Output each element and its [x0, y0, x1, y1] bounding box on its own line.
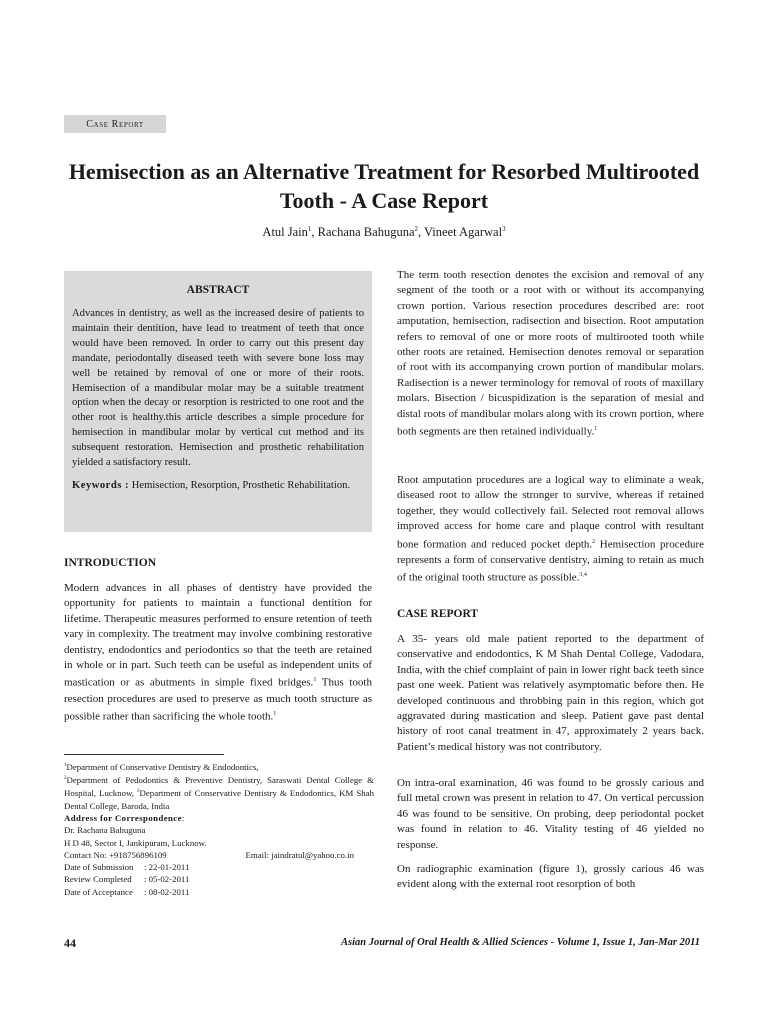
body-paragraph: A 35- years old male patient reported to the department of conservative and endodontics, K M Shah Dental College, Vadodara, India, with the chief complaint of pain in lower right back teeth since past one week. Patient was relatively asymptomatic before then. He developed continuous and throbbing pain in this region, which got aggravated during mastication and sleep. Patient gave past dental history of root canal treatment in 47, approximately 2 years back. Patient’s medical history was not contributory.	[397, 633, 704, 753]
body-paragraph: On intra-oral examination, 46 was found to be grossly carious and full metal crown was present in relation to 47. On vertical percussion 46 was found to be sensitive. On probing, deep periodontal pocket was found in relation to 46. Vitality testing of 46 yielded no response.	[397, 777, 704, 851]
submission-date: : 22-01-2011	[144, 862, 190, 873]
abstract-box	[64, 271, 372, 532]
body-paragraph	[397, 473, 704, 586]
submission-date-row	[64, 861, 374, 873]
affiliation-1-text: Department of Conservative Dentistry & Endodontics,	[66, 761, 259, 772]
review-label: Review Completed	[64, 874, 132, 885]
author-list: Atul Jain$^1$, Rachana Bahuguna$^2$, Vineet Agarwal$^3$	[262, 225, 506, 240]
correspondence-label: Address for Correspondence	[64, 812, 182, 823]
correspondence-heading: Address for Correspondence:	[64, 812, 185, 823]
author-affiliation-marker: 1	[307, 225, 312, 233]
submission-label: Date of Submission	[64, 862, 134, 873]
citation-marker: 2	[592, 538, 596, 545]
correspondence-address: H D 48, Sector I, Jankipuram, Lucknow.	[64, 837, 207, 848]
affiliation-2-text: Department of Pedodontics & Preventive Dentistry, Saraswati Dental College & Hospital, Lucknow,	[64, 775, 374, 799]
case-report-heading: CASE REPORT	[397, 608, 479, 620]
keywords-text: Hemisection, Resorption, Prosthetic Rehabilitation.	[131, 479, 351, 491]
citation-marker: 1	[594, 426, 598, 433]
acceptance-date: : 08-02-2011	[144, 886, 190, 897]
affiliation-2-3: $^2$Department of Pedodontics & Preventive Dentistry, Saraswati Dental College & Hospital, Lucknow, $^3$Department of Conservative Dentistry & Endodontics, KM Shah Dental College, Baroda, India	[64, 775, 374, 811]
keywords-label: Keywords :	[72, 479, 130, 491]
correspondence-name: Dr. Rachana Bahuguna	[64, 825, 146, 836]
citation-marker: 1	[313, 677, 317, 684]
paragraph-text: The term tooth resection denotes the excision and removal of any segment of the tooth or a root with or without its accompanying crown portion. Various resection procedures described are: root amputation, hemisection, radisection and bisection. Root amputation refers to removal of one or more roots of multirooted tooth while other roots are retained. Hemisection denotes removal or separation of root with its accompanying crown portion of mandibular molars. Radisection is a newer terminology for removal of roots of maxillary molars. Bisection / bicuspidization is the separation of mesial and distal roots of mandibular molars along with its crown portion, where both segments are then retained individually.	[397, 269, 704, 438]
introduction-text	[64, 581, 372, 725]
abstract-heading: ABSTRACT	[186, 284, 250, 296]
author-name: Atul Jain	[262, 225, 308, 240]
abstract-text: Advances in dentistry, as well as the increased desire of patients to maintain their dentition, have lead to treatment of teeth that once would have been removed. In order to carry out this present day mandate, periodontally diseased teeth with severe bone loss may well be retained by removal of one or more of their roots. Hemisection of a mandibular molar may be a suitable treatment option when the decay or resorption is restricted to one root and the other root is healthy.this article describes a simple procedure for hemisection in mandibular molar by vertical cut method and its subsequent restoration. Hemisection and prosthetic rehabilitation yielded a satisfactory result.	[72, 308, 364, 469]
author-affiliation-marker: 2	[414, 225, 418, 233]
acceptance-label: Date of Acceptance	[64, 886, 133, 897]
citation-marker: 3,4	[579, 572, 587, 579]
footnotes	[64, 760, 374, 898]
contact-row	[64, 849, 374, 861]
affiliation-3-text: Department of Conservative Dentistry & Endodontics, KM Shah Dental College, Baroda, India	[64, 788, 374, 811]
acceptance-date-row	[64, 886, 374, 898]
contact-email: Email: jaindratul@yahoo.co.in	[245, 849, 354, 860]
page-number: 44	[64, 936, 76, 950]
journal-citation: Asian Journal of Oral Health & Allied Sciences - Volume 1, Issue 1, Jan-Mar 2011	[341, 937, 700, 948]
introduction-heading: INTRODUCTION	[64, 557, 157, 569]
author-affiliation-marker: 3	[502, 225, 506, 233]
keywords	[72, 479, 364, 494]
affiliation-1: $^1$Department of Conservative Dentistry & Endodontics,	[64, 761, 259, 772]
contact-number: Contact No: +918756896109	[64, 849, 167, 860]
author-name: Vineet Agarwal	[424, 225, 503, 240]
article-title: Hemisection as an Alternative Treatment for Resorbed Multirooted Tooth - A Case Report	[68, 159, 700, 213]
paragraph-text: Root amputation procedures are a logical way to eliminate a weak, diseased root to allow the stronger to survive, whereas if retained together, they would collectively fail. Selected root removal allows improved access for home care and plaque control with resultant bone formation and reduced pocket depth.	[397, 474, 704, 551]
introduction-body: Modern advances in all phases of dentistry have provided the opportunity for patients to maintain a functional dentition for lifetime. Therapeutic measures performed to ensure retention of teeth vary in complexity. The treatment may involve combining restorative dentistry, endodontics and periodontics so that the teeth are retained in whole or in part. Such teeth can be useful as independent units of mastication or as abutments in simple fixed bridges.	[64, 582, 372, 690]
footnote-divider	[64, 754, 224, 755]
body-paragraph: On radiographic examination (figure 1), grossly carious 46 was evident along with the external root resorption of both	[397, 863, 704, 891]
paragraph-text-cont: Hemisection procedure represents a form of conservative dentistry, aiming to retain as much of the original tooth structure as possible.	[397, 538, 704, 584]
citation-marker: 1	[273, 710, 277, 717]
review-date: : 05-02-2011	[144, 874, 190, 885]
review-date-row	[64, 873, 374, 885]
author-name: Rachana Bahuguna	[317, 225, 415, 240]
article-type-label: Case Report	[64, 115, 166, 133]
body-paragraph	[397, 268, 704, 440]
introduction-body-cont: Thus tooth resection procedures are used to preserve as much tooth structure as possible rather than sacrificing the whole tooth.	[64, 677, 372, 723]
